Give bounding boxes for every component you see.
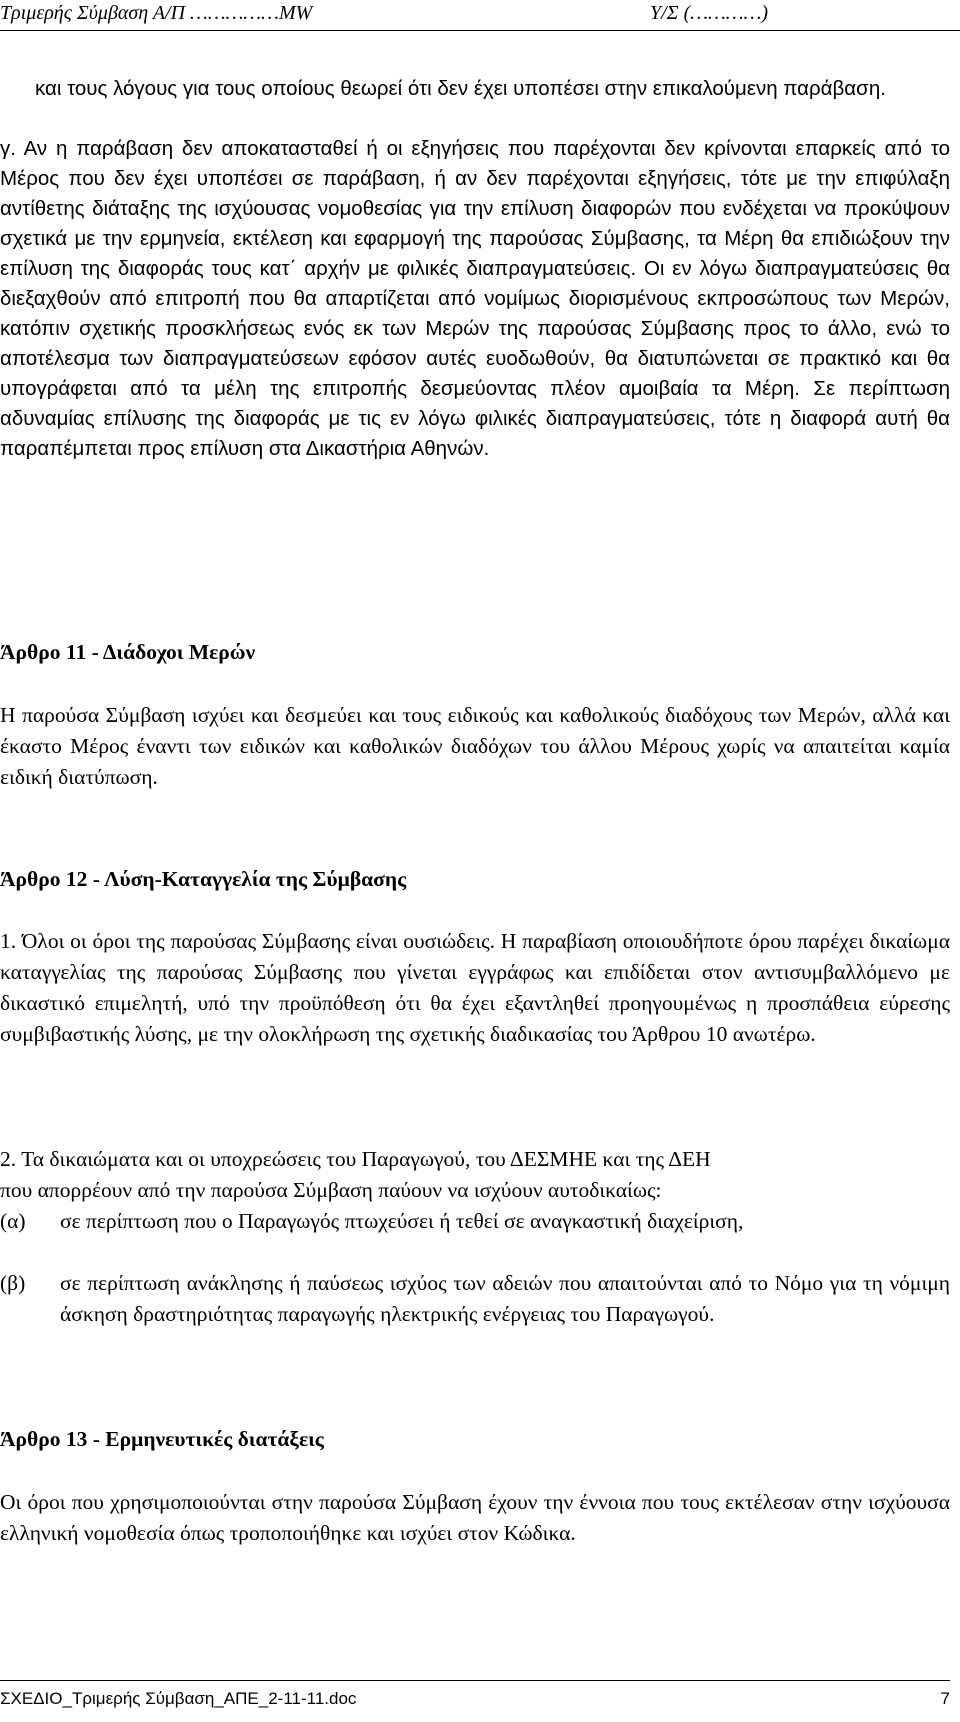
- item-a-text: σε περίπτωση που ο Παραγωγός πτωχεύσει ή τεθεί σε αναγκαστική διαχείριση,: [60, 1209, 744, 1233]
- header-substation: Υ/Σ (…………): [650, 2, 769, 24]
- paragraph-gamma: γ. Αν η παράβαση δεν αποκατασταθεί ή οι εξηγήσεις που παρέχονται δεν κρίνονται επαρκείς από το Μέρος που δεν έχει υποπέσει σε παράβαση, ή αν δεν παρέχονται εξηγήσεις, τότε με την επιφύλαξη αντίθετης διάταξης της ισχύουσας νομοθεσίας για την επίλυση διαφορών που ενδέχεται να προκύψουν σχετικά με την ερμηνεία, εκτέλεση και εφαρμογή της παρούσας Σύμβασης, τα Μέρη θα επιδιώξουν την επίλυση της διαφοράς τους κατ΄ αρχήν με φιλικές διαπραγματεύσεις. Οι εν λόγω διαπραγματεύσεις θα διεξαχθούν από επιτροπή που θα απαρτίζεται από νομίμως διορισμένους εκπροσώπους των Μερών, κατόπιν σχετικής προσκλήσεως ενός εκ των Μερών της παρούσας Σύμβασης προς το άλλο, ενώ το αποτέλεσμα των διαπραγματεύσεων εφόσον αυτές ευοδωθούν, θα διατυπώνεται σε πρακτικό και θα υπογράφεται από τα μέλη της επιτροπής δεσμεύοντας πλέον αμοιβαία τα Μέρη. Σε περίπτωση αδυναμίας επίλυσης της διαφοράς με τις εν λόγω φιλικές διαπραγματεύσεις, τότε η διαφορά αυτή θα παραπέμπεται προς επίλυση στα Δικαστήρια Αθηνών.: [0, 137, 950, 460]
- article-12-heading: Άρθρο 12 - Λύση-Καταγγελία της Σύμβασης: [0, 867, 407, 891]
- article-11-text: Η παρούσα Σύμβαση ισχύει και δεσμεύει και τους ειδικούς και καθολικούς διαδόχους των Μερών, αλλά και έκαστο Μέρος έναντι των ειδικών και καθολικών διαδόχων του άλλου Μέρους χωρίς να απαιτείται καμία ειδική διατύπωση.: [0, 703, 950, 789]
- header-contract-title: Τριμερής Σύμβαση Α/Π ……………MW: [0, 2, 313, 24]
- article-11-heading: Άρθρο 11 - Διάδοχοι Μερών: [0, 640, 256, 664]
- item-b-label: (β): [0, 1271, 26, 1295]
- footer-page-number: 7: [940, 1689, 950, 1708]
- article-12-paragraph-2-line-2: που απορρέουν από την παρούσα Σύμβαση παύουν να ισχύουν αυτοδικαίως:: [0, 1178, 662, 1202]
- article-13-text: Οι όροι που χρησιμοποιούνται στην παρούσα Σύμβαση έχουν την έννοια που τους εκτέλεσαν στην ισχύουσα ελληνική νομοθεσία όπως τροποποιήθηκε και ισχύει στον Κώδικα.: [0, 1490, 950, 1545]
- page-footer: [0, 1680, 950, 1719]
- footer-filename: ΣΧΕΔΙΟ_Τριμερής Σύμβαση_ΑΠΕ_2-11-11.doc: [0, 1689, 357, 1708]
- article-13-heading: Άρθρο 13 - Ερμηνευτικές διατάξεις: [0, 1427, 324, 1451]
- page-header: [0, 0, 960, 31]
- paragraph-continuation: και τους λόγους για τους οποίους θεωρεί ότι δεν έχει υποπέσει στην επικαλούμενη παράβαση.: [35, 77, 886, 100]
- item-a-label: (α): [0, 1209, 26, 1233]
- article-12-paragraph-1: 1. Όλοι οι όροι της παρούσας Σύμβασης είναι ουσιώδεις. Η παραβίαση οποιουδήποτε όρου παρέχει δικαίωμα καταγγελίας της παρούσας Σύμβασης που γίνεται εγγράφως και επιδίδεται στον αντισυμβαλλόμενο με δικαστικό επιμελητή, υπό την προϋπόθεση ότι θα έχει εξαντληθεί προηγουμένως η προσπάθεια εύρεσης συμβιβαστικής λύσης, με την ολοκλήρωση της σχετικής διαδικασίας του Άρθρου 10 ανωτέρω.: [0, 929, 950, 1046]
- article-12-paragraph-2-line-1: 2. Τα δικαιώματα και οι υποχρεώσεις του Παραγωγού, του ΔΕΣΜΗΕ και της ΔΕΗ: [0, 1147, 711, 1171]
- item-b-text: σε περίπτωση ανάκλησης ή παύσεως ισχύος των αδειών που απαιτούνται από το Νόμο για τη νόμιμη άσκηση δραστηριότητας παραγωγής ηλεκτρικής ενέργειας του Παραγωγού.: [60, 1271, 950, 1326]
